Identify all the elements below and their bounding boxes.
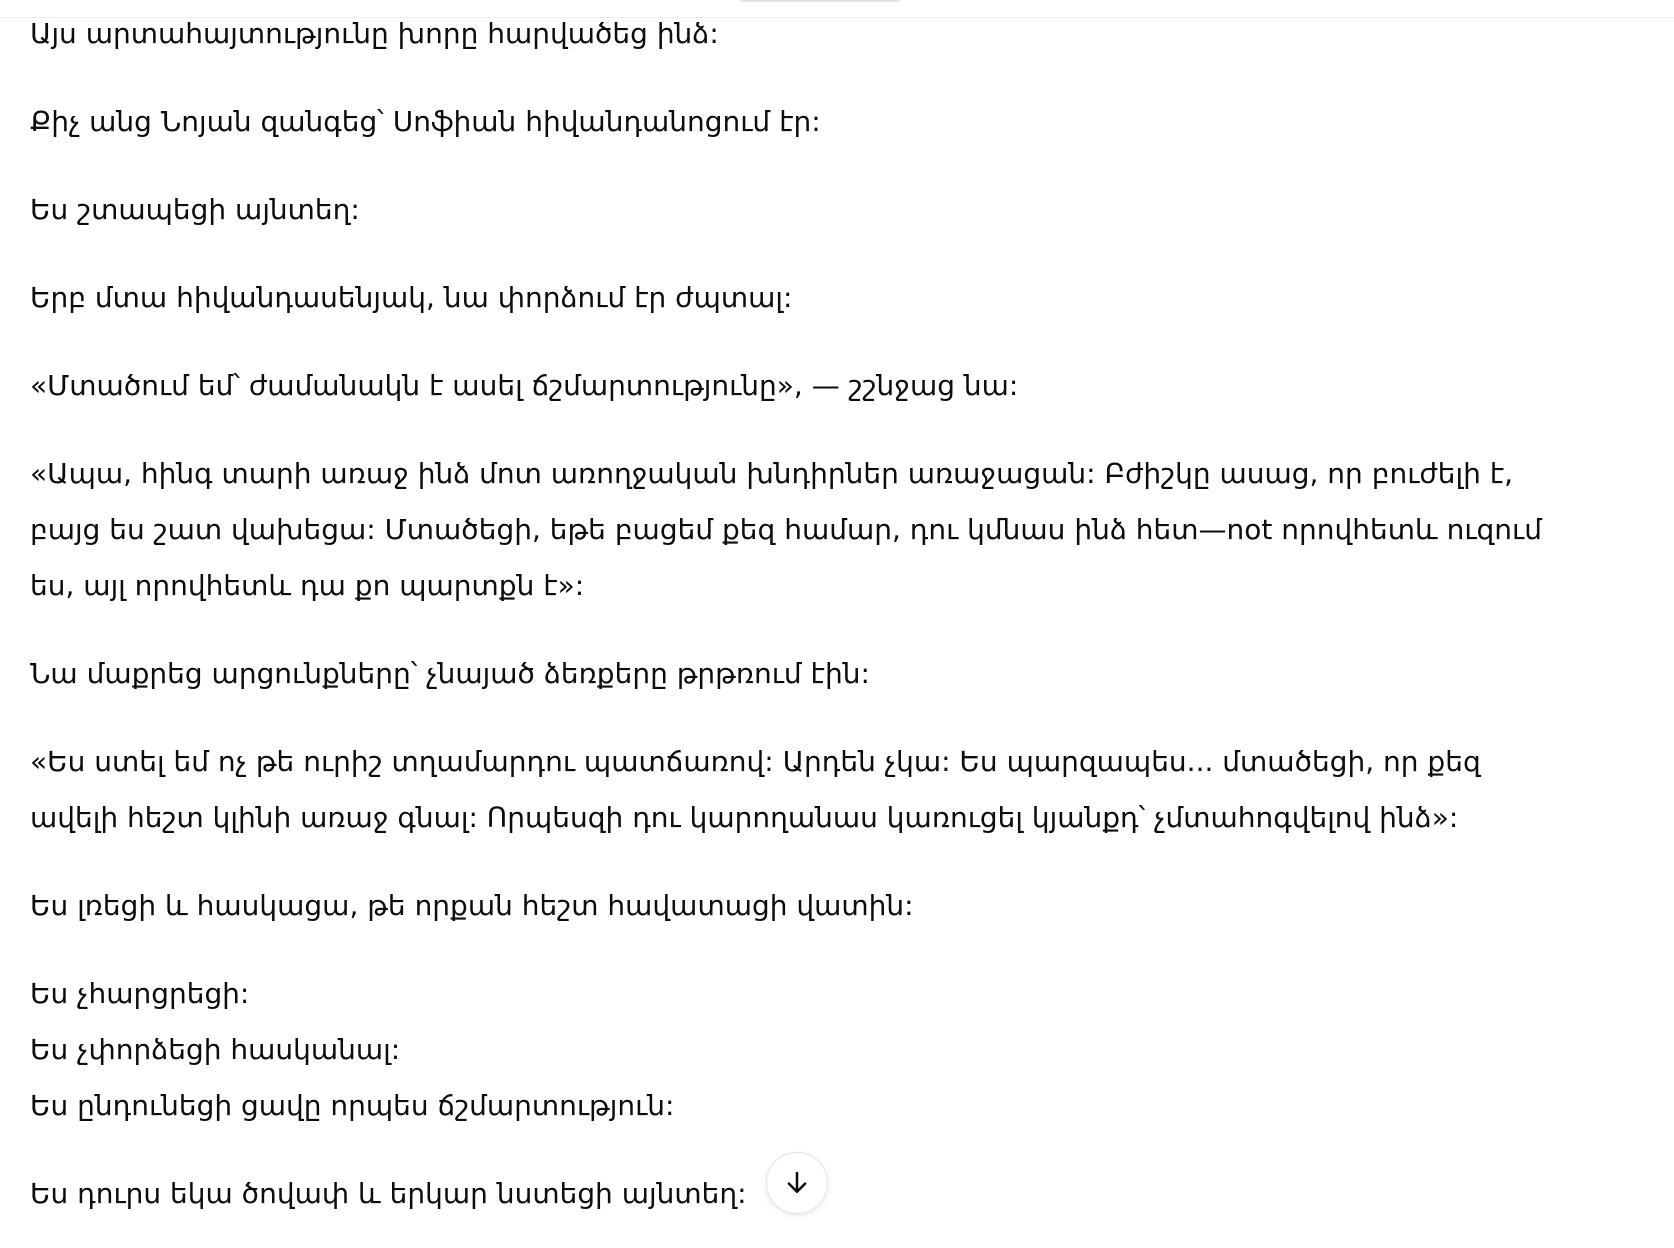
text-line: ես, այլ որովհետև դա քո պարտքն է»: — [30, 569, 585, 602]
paragraph-5 — [30, 358, 1590, 414]
text-line: «Ես ստել եմ ոչ թե ուրիշ տղամարդու պատճառով: Արդեն չկա: Ես պարզապես... մտածեցի, որ քեզ — [30, 745, 1481, 778]
arrow-down-icon — [782, 1168, 812, 1198]
text-line: Այս արտահայտությունը խորը հարվածեց ինձ: — [30, 17, 719, 50]
text-line: Ես լռեցի և հասկացա, թե որքան հեշտ հավատացի վատին: — [30, 889, 914, 922]
paragraph-9 — [30, 878, 1590, 934]
text-line: Ես դուրս եկա ծովափ և երկար նստեցի այնտեղ: — [30, 1177, 747, 1210]
paragraph-2 — [30, 94, 1590, 150]
text-line: ավելի հեշտ կլինի առաջ գնալ: Որպեսզի դու կարողանաս կառուցել կյանքդ՝ չմտահոգվելով ինձ»: — [30, 801, 1459, 834]
text-line: Նա մաքրեց արցունքները՝ չնայած ձեռքերը թրթռում էին: — [30, 657, 870, 690]
text-line: Քիչ անց Նոյան զանգեց՝ Սոֆիան հիվանդանոցում էր: — [30, 105, 821, 138]
text-line: «Մտածում եմ՝ ժամանակն է ասել ճշմարտությունը», — շշնջաց նա: — [30, 369, 1019, 402]
text-line: Երբ մտա հիվանդասենյակ, նա փորձում էր ժպտալ: — [30, 281, 793, 314]
paragraph-10 — [30, 966, 1590, 1134]
paragraph-6 — [30, 446, 1590, 614]
paragraph-4 — [30, 270, 1590, 326]
paragraph-7 — [30, 646, 1590, 702]
scroll-to-bottom-button[interactable] — [766, 1152, 828, 1214]
text-line: Ես չհարցրեցի: — [30, 977, 250, 1010]
text-line: բայց ես շատ վախեցա: Մտածեցի, եթե բացեմ քեզ համար, դու կմնաս ինձ հետ—not որովհետև ուզում — [30, 513, 1542, 546]
text-line: Ես ընդունեցի ցավը որպես ճշմարտություն: — [30, 1089, 675, 1122]
paragraph-3 — [30, 182, 1590, 238]
paragraph-8 — [30, 734, 1590, 846]
text-line: Ես չփորձեցի հասկանալ: — [30, 1033, 401, 1066]
text-line: Ես շտապեցի այնտեղ: — [30, 193, 360, 226]
text-line: «Ապա, հինգ տարի առաջ ինձ մոտ առողջական խնդիրներ առաջացան: Բժիշկը ասաց, որ բուժելի է, — [30, 457, 1514, 490]
paragraph-1 — [30, 6, 1590, 62]
top-tab-indicator — [740, 0, 900, 2]
